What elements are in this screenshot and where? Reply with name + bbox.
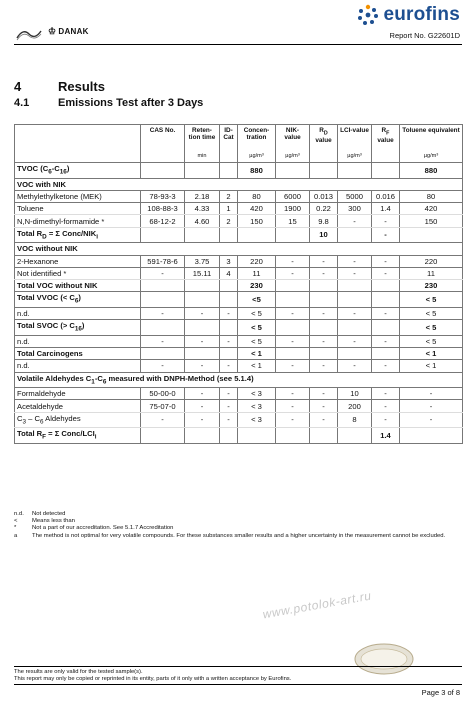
table-cell: - [141, 412, 185, 428]
table-cell: - [141, 307, 185, 319]
table-cell: 10 [310, 227, 338, 243]
table-cell: - [372, 307, 400, 319]
table-cell: 150 [400, 215, 463, 227]
unit-cell: µg/m³ [276, 151, 310, 163]
unit-cell [372, 151, 400, 163]
table-cell: 880 [238, 163, 276, 179]
table-cell [238, 428, 276, 444]
table-cell [276, 428, 310, 444]
table-cell: - [185, 335, 220, 347]
group-title-cell: VOC without NIK [15, 243, 463, 255]
row-label-cell: n.d. [15, 307, 141, 319]
table-cell: - [310, 267, 338, 279]
table-row [15, 307, 463, 319]
table-cell: 9.8 [310, 215, 338, 227]
row-label-cell: n.d. [15, 360, 141, 372]
table-cell: 1.4 [372, 203, 400, 215]
table-cell: - [400, 412, 463, 428]
total-svoc-row [15, 320, 463, 336]
table-cell: - [338, 360, 372, 372]
row-label-cell: Not identified * [15, 267, 141, 279]
row-label-cell: 2-Hexanone [15, 255, 141, 267]
row-label-cell: n.d. [15, 335, 141, 347]
footnote [14, 533, 462, 540]
column-header: Concen-tration [238, 125, 276, 151]
table-row [15, 255, 463, 267]
eurofins-dots-icon [357, 4, 379, 26]
table-cell: < 1 [238, 348, 276, 360]
row-label-cell: Methylethylketone (MEK) [15, 190, 141, 202]
group-title-cell: VOC with NIK [15, 178, 463, 190]
report-number: Report No. G22601D [389, 31, 460, 40]
table-cell: 15.11 [185, 267, 220, 279]
table-cell: 50-00-0 [141, 388, 185, 400]
total-vvoc-row [15, 292, 463, 308]
table-cell: - [276, 400, 310, 412]
footer-line-2: This report may only be copied or reprinted in its entity, parts of it only with a written acceptance by Eurofins. [14, 676, 292, 683]
row-label-cell: Total $R_D = \Sigma$ Conc/$NIK_i$ [15, 227, 141, 243]
table-cell: 230 [400, 280, 463, 292]
column-header: Reten-tion time [185, 125, 220, 151]
footnote-key: n.d. [14, 511, 24, 517]
table-cell [220, 227, 238, 243]
row-label-cell: Total $R_F = \Sigma$ Conc/$LCI_i$ [15, 428, 141, 444]
table-header-row [15, 125, 463, 151]
table-cell: - [372, 412, 400, 428]
table-cell: - [372, 335, 400, 347]
eurofins-wordmark: eurofins [383, 4, 460, 25]
table-cell [276, 280, 310, 292]
table-cell: 11 [400, 267, 463, 279]
table-cell: - [220, 412, 238, 428]
table-row [15, 360, 463, 372]
table-cell [141, 428, 185, 444]
table-cell: - [400, 400, 463, 412]
table-cell [338, 227, 372, 243]
table-cell: - [220, 335, 238, 347]
table-cell: - [276, 388, 310, 400]
column-header: $R_D$ value [310, 125, 338, 151]
table-cell: 1900 [276, 203, 310, 215]
table-cell [185, 320, 220, 336]
watermark: www.potolok-art.ru [261, 588, 373, 622]
table-cell [400, 428, 463, 444]
footnote [14, 525, 462, 532]
table-cell: < 5 [238, 307, 276, 319]
footnote-key: * [14, 525, 17, 532]
table-cell [185, 163, 220, 179]
table-cell: 6000 [276, 190, 310, 202]
table-cell: 0.013 [310, 190, 338, 202]
table-cell: < 3 [238, 400, 276, 412]
table-cell: - [400, 388, 463, 400]
table-cell: - [185, 400, 220, 412]
table-cell: 2 [220, 190, 238, 202]
table-cell: - [220, 400, 238, 412]
row-label-cell: Acetaldehyde [15, 400, 141, 412]
table-cell: 15 [276, 215, 310, 227]
table-cell: 300 [338, 203, 372, 215]
table-cell [372, 163, 400, 179]
table-cell: 5000 [338, 190, 372, 202]
table-cell: - [185, 388, 220, 400]
table-cell: 150 [238, 215, 276, 227]
table-cell: < 1 [400, 360, 463, 372]
table-cell: < 5 [400, 307, 463, 319]
table-cell: <5 [238, 292, 276, 308]
footnote-text: Means less than [32, 518, 75, 525]
table-cell: - [185, 307, 220, 319]
table-cell [338, 163, 372, 179]
table-cell: < 5 [400, 320, 463, 336]
danak-text: DANAK [58, 27, 89, 36]
voc-with-nik-title [15, 178, 463, 190]
row-label-cell: Total VOC without NIK [15, 280, 141, 292]
table-cell: < 3 [238, 388, 276, 400]
section-number: 4 [14, 79, 22, 94]
total-voc-without-nik-row [15, 280, 463, 292]
subsection-number: 4.1 [14, 97, 30, 109]
table-cell [220, 428, 238, 444]
row-label-cell: Formaldehyde [15, 388, 141, 400]
table-cell [372, 348, 400, 360]
table-cell: 78-93-3 [141, 190, 185, 202]
subsection-title: Emissions Test after 3 Days [58, 97, 204, 109]
results-table [14, 124, 463, 444]
table-cell: 3.75 [185, 255, 220, 267]
row-label-cell: Toluene [15, 203, 141, 215]
unit-cell: min [185, 151, 220, 163]
table-cell: 4.33 [185, 203, 220, 215]
table-cell [400, 227, 463, 243]
table-cell: 220 [238, 255, 276, 267]
table-cell: 2 [220, 215, 238, 227]
table-cell: 80 [400, 190, 463, 202]
unit-cell [141, 151, 185, 163]
table-cell [310, 163, 338, 179]
table-cell [338, 348, 372, 360]
column-header: Toluene equivalent [400, 125, 463, 151]
table-cell: - [310, 388, 338, 400]
page-number: Page 3 of 8 [421, 688, 460, 697]
unit-cell [310, 151, 338, 163]
table-cell [338, 320, 372, 336]
tvoc-row [15, 163, 463, 179]
table-row [15, 412, 463, 428]
footnote-text: The method is not optimal for very volatile compounds. For these substances smaller results and a higher uncertainty in the measurement cannot be excluded. [32, 532, 446, 539]
table-cell: < 3 [238, 412, 276, 428]
table-cell: < 5 [400, 292, 463, 308]
column-header: NIK-value [276, 125, 310, 151]
table-cell: - [372, 215, 400, 227]
table-cell: 108-88-3 [141, 203, 185, 215]
column-header: $R_F$ value [372, 125, 400, 151]
footer-line-1: The results are only valid for the tested sample(s). [14, 669, 143, 675]
table-cell: 220 [400, 255, 463, 267]
table-cell [276, 227, 310, 243]
table-cell [310, 280, 338, 292]
ilac-mra-logo [14, 26, 44, 42]
row-label-cell: N,N-dimethyl-formamide * [15, 215, 141, 227]
table-cell [220, 348, 238, 360]
table-cell: 880 [400, 163, 463, 179]
table-cell: 10 [338, 388, 372, 400]
table-cell: < 5 [400, 335, 463, 347]
footer-note [14, 669, 414, 684]
table-row [15, 335, 463, 347]
table-cell [310, 320, 338, 336]
unit-cell [220, 151, 238, 163]
aldehydes-title [15, 372, 463, 388]
footnote-text: Not a part of our accreditation. See 5.1.7 Accreditation [32, 525, 174, 532]
total-rd-row [15, 227, 463, 243]
table-cell: - [310, 307, 338, 319]
total-carcinogens-row [15, 348, 463, 360]
table-cell: - [185, 412, 220, 428]
column-header [15, 125, 141, 151]
section-title: Results [58, 79, 105, 94]
table-cell: 200 [338, 400, 372, 412]
table-cell [185, 227, 220, 243]
table-cell [185, 280, 220, 292]
table-cell [141, 292, 185, 308]
table-cell: - [276, 307, 310, 319]
column-header: ID-Cat [220, 125, 238, 151]
row-label-cell: $C_3 - C_6$ Aldehydes [15, 412, 141, 428]
table-cell: - [220, 307, 238, 319]
table-cell: 3 [220, 255, 238, 267]
row-label-cell: Total SVOC (> $C_{16}$) [15, 320, 141, 336]
table-cell: - [141, 335, 185, 347]
table-cell [141, 163, 185, 179]
table-cell [372, 292, 400, 308]
table-cell: 230 [238, 280, 276, 292]
table-row [15, 215, 463, 227]
table-cell: 68-12-2 [141, 215, 185, 227]
footnotes [14, 511, 462, 540]
section-heading [14, 79, 105, 94]
table-cell: < 5 [238, 320, 276, 336]
footnote-key: a [14, 532, 18, 539]
table-cell: 2.18 [185, 190, 220, 202]
table-cell: - [338, 255, 372, 267]
eurofins-logo [357, 3, 460, 27]
table-cell [338, 292, 372, 308]
table-cell [185, 348, 220, 360]
table-cell: 4 [220, 267, 238, 279]
table-cell: 80 [238, 190, 276, 202]
table-cell: 4.60 [185, 215, 220, 227]
column-header: CAS No. [141, 125, 185, 151]
table-cell [276, 163, 310, 179]
table-cell: - [276, 360, 310, 372]
table-cell: - [141, 360, 185, 372]
table-cell [276, 348, 310, 360]
footnote-text: Not detected [32, 511, 66, 517]
table-cell [220, 163, 238, 179]
table-cell: - [220, 388, 238, 400]
unit-cell: µg/m³ [238, 151, 276, 163]
row-label-cell: Total Carcinogens [15, 348, 141, 360]
table-cell: - [276, 255, 310, 267]
footer-rule [14, 666, 462, 667]
table-cell [141, 320, 185, 336]
table-cell: - [276, 267, 310, 279]
row-label-cell: TVOC $(C_6-C_{16})$ [15, 163, 141, 179]
footnote [14, 518, 462, 525]
table-cell: 591-78-6 [141, 255, 185, 267]
table-cell: - [185, 360, 220, 372]
table-cell: 0.22 [310, 203, 338, 215]
table-row [15, 400, 463, 412]
table-row [15, 203, 463, 215]
table-cell [185, 292, 220, 308]
table-cell [185, 428, 220, 444]
column-header: LCI-value [338, 125, 372, 151]
table-cell: 1.4 [372, 428, 400, 444]
table-cell: - [372, 360, 400, 372]
unit-row [15, 151, 463, 163]
voc-without-nik-title [15, 243, 463, 255]
table-cell: - [338, 307, 372, 319]
table-cell [220, 280, 238, 292]
row-label-cell: Total VVOC (< $C_6$) [15, 292, 141, 308]
table-cell: - [310, 255, 338, 267]
table-cell [220, 292, 238, 308]
footnote-key: < [14, 518, 18, 525]
table-cell: 0.016 [372, 190, 400, 202]
table-cell [141, 348, 185, 360]
table-cell: - [310, 400, 338, 412]
subsection-heading [14, 97, 203, 109]
table-cell: - [372, 227, 400, 243]
table-cell: - [372, 255, 400, 267]
unit-cell: µg/m³ [400, 151, 463, 163]
table-cell: - [372, 267, 400, 279]
table-cell [338, 428, 372, 444]
table-cell: - [372, 388, 400, 400]
footer-bottom-rule [14, 684, 462, 685]
table-row [15, 190, 463, 202]
table-cell: < 1 [400, 348, 463, 360]
table-cell [372, 280, 400, 292]
group-title-cell: Volatile Aldehydes $C_1-C_6$ measured with DNPH-Method (see 5.1.4) [15, 372, 463, 388]
crown-icon: ♔ [48, 26, 57, 36]
table-cell: - [276, 335, 310, 347]
table-cell: - [338, 267, 372, 279]
danak-logo [48, 26, 89, 42]
table-cell: < 5 [238, 335, 276, 347]
table-cell: < 1 [238, 360, 276, 372]
table-cell: 420 [238, 203, 276, 215]
table-cell: - [276, 412, 310, 428]
table-cell [310, 292, 338, 308]
table-cell: 8 [338, 412, 372, 428]
table-cell: - [338, 335, 372, 347]
table-cell: 75-07-0 [141, 400, 185, 412]
table-cell: 11 [238, 267, 276, 279]
total-rf-row [15, 428, 463, 444]
table-cell [276, 292, 310, 308]
header-rule [14, 44, 462, 45]
table-cell: - [338, 215, 372, 227]
table-cell [276, 320, 310, 336]
table-cell [338, 280, 372, 292]
page-header [0, 0, 476, 50]
table-cell: - [141, 267, 185, 279]
table-cell: - [220, 360, 238, 372]
footnote [14, 511, 462, 518]
table-cell [310, 348, 338, 360]
table-cell: - [310, 360, 338, 372]
table-cell [238, 227, 276, 243]
table-cell [141, 280, 185, 292]
table-cell [372, 320, 400, 336]
table-cell [220, 320, 238, 336]
table-cell: - [310, 412, 338, 428]
unit-cell: µg/m³ [338, 151, 372, 163]
table-cell: - [310, 335, 338, 347]
table-row [15, 388, 463, 400]
table-cell [310, 428, 338, 444]
table-row [15, 267, 463, 279]
unit-cell [15, 151, 141, 163]
table-cell: - [372, 400, 400, 412]
table-cell: 420 [400, 203, 463, 215]
table-cell [141, 227, 185, 243]
table-cell: 1 [220, 203, 238, 215]
